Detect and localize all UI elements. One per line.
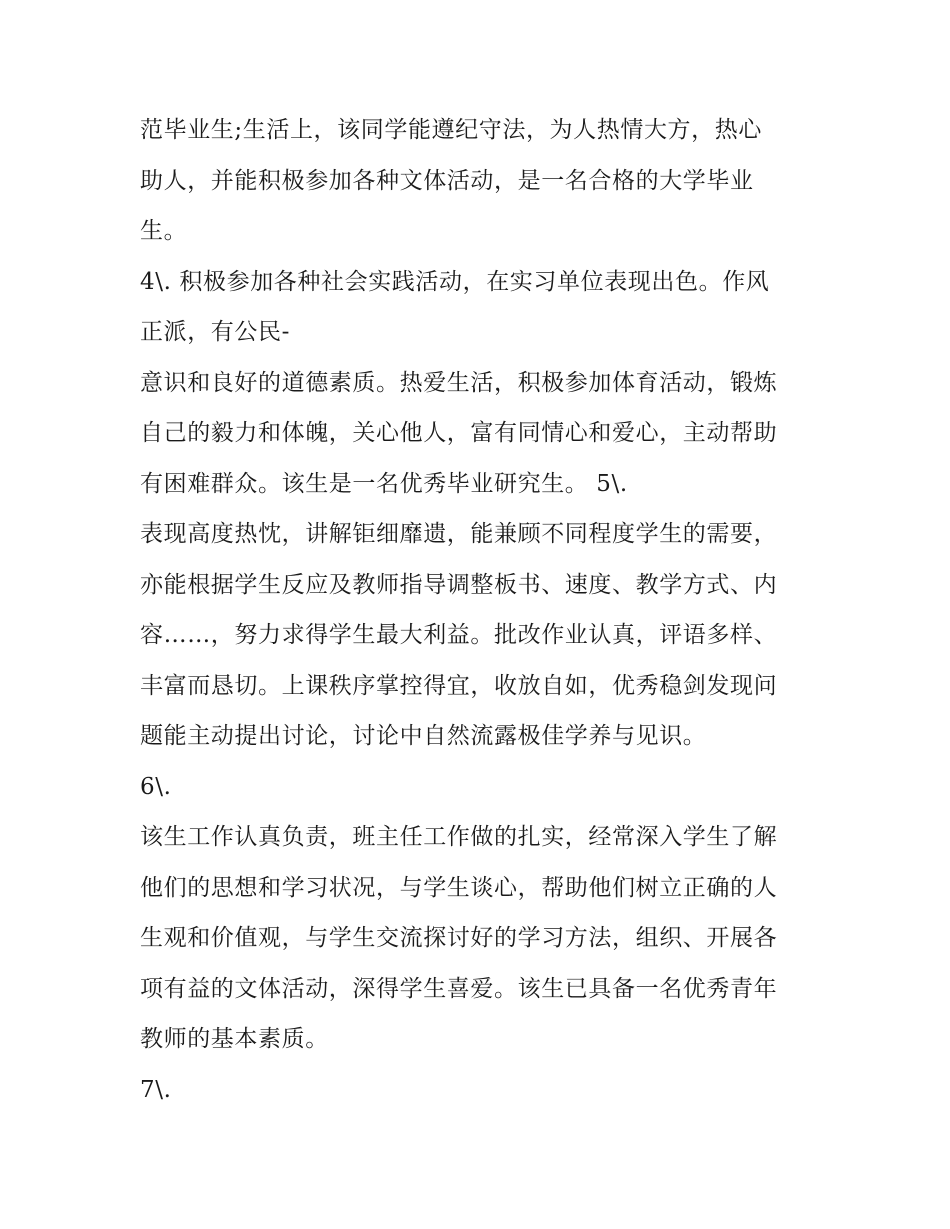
text-line: 正派，有公民- <box>140 319 290 345</box>
text-line: 有困难群众。该生是一名优秀毕业研究生。 5\. <box>140 470 628 497</box>
text-line: 表现高度热忱，讲解钜细靡遗，能兼顾不同程度学生的需要， <box>140 521 778 547</box>
text-line: 范毕业生;生活上，该同学能遵纪守法，为人热情大方，热心 <box>140 117 762 143</box>
text-line: 助人，并能积极参加各种文体活动，是一名合格的大学毕业 <box>140 167 754 194</box>
text-line: 项有益的文体活动，深得学生喜爱。该生已具备一名优秀青年 <box>140 975 778 1002</box>
text-line: 题能主动提出讨论，讨论中自然流露极佳学养与见识。 <box>140 723 707 749</box>
text-line: 意识和良好的道德素质。热爱生活，积极参加体育活动，锻炼 <box>140 369 778 396</box>
document-body <box>140 105 820 1115</box>
text-line: 亦能根据学生反应及教师指导调整板书、速度、教学方式、内 <box>140 571 778 598</box>
text-line: 生。 <box>140 218 188 244</box>
text-line: 丰富而恳切。上课秩序掌控得宜，收放自如，优秀稳剑发现问 <box>140 672 778 699</box>
text-line: 6\. <box>140 773 172 800</box>
text-line: 容……，努力求得学生最大利益。批改作业认真，评语多样、 <box>140 622 778 648</box>
text-line: 该生工作认真负责，班主任工作做的扎实，经常深入学生了解 <box>140 824 778 850</box>
text-line: 教师的基本素质。 <box>140 1026 329 1052</box>
text-line: 他们的思想和学习状况，与学生谈心，帮助他们树立正确的人 <box>140 874 778 901</box>
text-line: 7\. <box>140 1076 172 1103</box>
text-line: 自己的毅力和体魄，关心他人，富有同情心和爱心，主动帮助 <box>140 420 778 446</box>
text-line: 4\. 积极参加各种社会实践活动，在实习单位表现出色。作风 <box>140 268 770 295</box>
text-line: 生观和价值观，与学生交流探讨好的学习方法，组织、开展各 <box>140 925 778 951</box>
